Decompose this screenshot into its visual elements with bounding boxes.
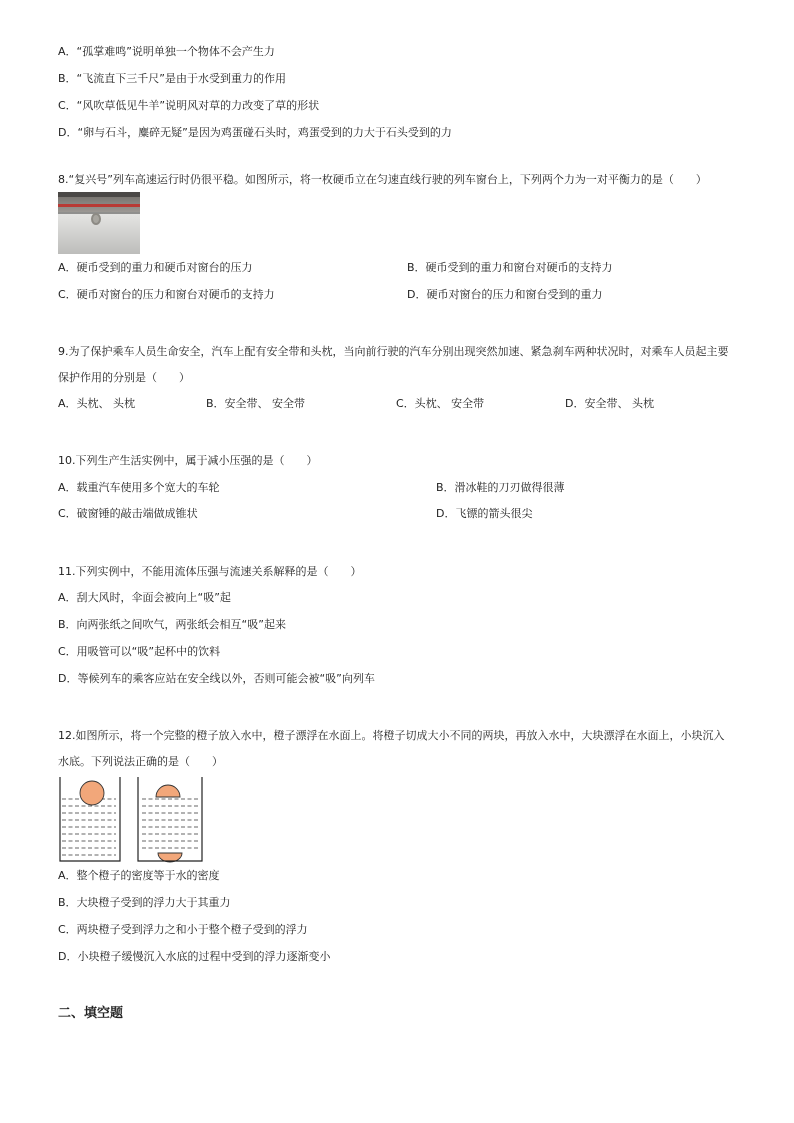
q10-option-d: D．飞镖的箭头很尖 [436, 507, 533, 520]
q12-option-d: D．小块橙子缓慢沉入水底的过程中受到的浮力逐渐变小 [58, 950, 331, 963]
orange-floating-beakers-figure [58, 775, 206, 865]
q9-option-d: D．安全带、 头枕 [565, 397, 654, 410]
q7-option-d: D．“卵与石斗，麋碎无疑”是因为鸡蛋碰石头时，鸡蛋受到的力大于石头受到的力 [58, 126, 452, 139]
q12-option-c: C．两块橙子受到浮力之和小于整个橙子受到的浮力 [58, 923, 308, 936]
q11-option-a: A．刮大风时，伞面会被向上“吸”起 [58, 591, 231, 604]
q10-option-a: A．载重汽车使用多个宽大的车轮 [58, 481, 220, 494]
q7-option-b: B．“飞流直下三千尺”是由于水受到重力的作用 [58, 72, 286, 85]
q8-option-d: D．硬币对窗台的压力和窗台受到的重力 [407, 288, 603, 301]
q8-option-a: A．硬币受到的重力和硬币对窗台的压力 [58, 261, 253, 274]
q9-option-c: C．头枕、 安全带 [396, 397, 485, 410]
q7-option-c: C．“风吹草低见牛羊”说明风对草的力改变了草的形状 [58, 99, 320, 112]
q7-option-a: A．“孤掌难鸣”说明单独一个物体不会产生力 [58, 45, 275, 58]
q12-stem-line2: 水底。下列说法正确的是（ ） [58, 755, 223, 768]
q8-option-b: B．硬币受到的重力和窗台对硬币的支持力 [407, 261, 613, 274]
section-heading-fill-in: 二、填空题 [58, 1006, 124, 1021]
q8-stem: 8.“复兴号”列车高速运行时仍很平稳。如图所示，将一枚硬币立在匀速直线行驶的列车窗台上，下列两个力为一对平衡力的是（ ） [58, 173, 707, 186]
q8-option-c: C．硬币对窗台的压力和窗台对硬币的支持力 [58, 288, 275, 301]
q9-stem-line1: 9.为了保护乘车人员生命安全，汽车上配有安全带和头枕，当向前行驶的汽车分别出现突然加速、紧急刹车两种状况时，对乘车人员起主要 [58, 345, 729, 358]
q11-option-d: D．等候列车的乘客应站在安全线以外，否则可能会被“吸”向列车 [58, 672, 375, 685]
q11-option-b: B．向两张纸之间吹气，两张纸会相互“吸”起来 [58, 618, 286, 631]
q12-option-b: B．大块橙子受到的浮力大于其重力 [58, 896, 231, 909]
q9-option-b: B．安全带、 安全带 [206, 397, 306, 410]
q10-option-b: B．滑冰鞋的刀刃做得很薄 [436, 481, 565, 494]
q12-option-a: A．整个橙子的密度等于水的密度 [58, 869, 220, 882]
train-window-coin-photo [58, 192, 140, 254]
q9-option-a: A．头枕、 头枕 [58, 397, 136, 410]
q12-stem-line1: 12.如图所示，将一个完整的橙子放入水中，橙子漂浮在水面上。将橙子切成大小不同的两块，再放入水中，大块漂浮在水面上，小块沉入 [58, 729, 725, 742]
q10-stem: 10.下列生产生活实例中，属于减小压强的是（ ） [58, 454, 318, 467]
q9-stem-line2: 保护作用的分别是（ ） [58, 371, 190, 384]
q11-stem: 11.下列实例中，不能用流体压强与流速关系解释的是（ ） [58, 565, 362, 578]
q10-option-c: C．破窗锤的敲击端做成锥状 [58, 507, 198, 520]
q11-option-c: C．用吸管可以“吸”起杯中的饮料 [58, 645, 221, 658]
